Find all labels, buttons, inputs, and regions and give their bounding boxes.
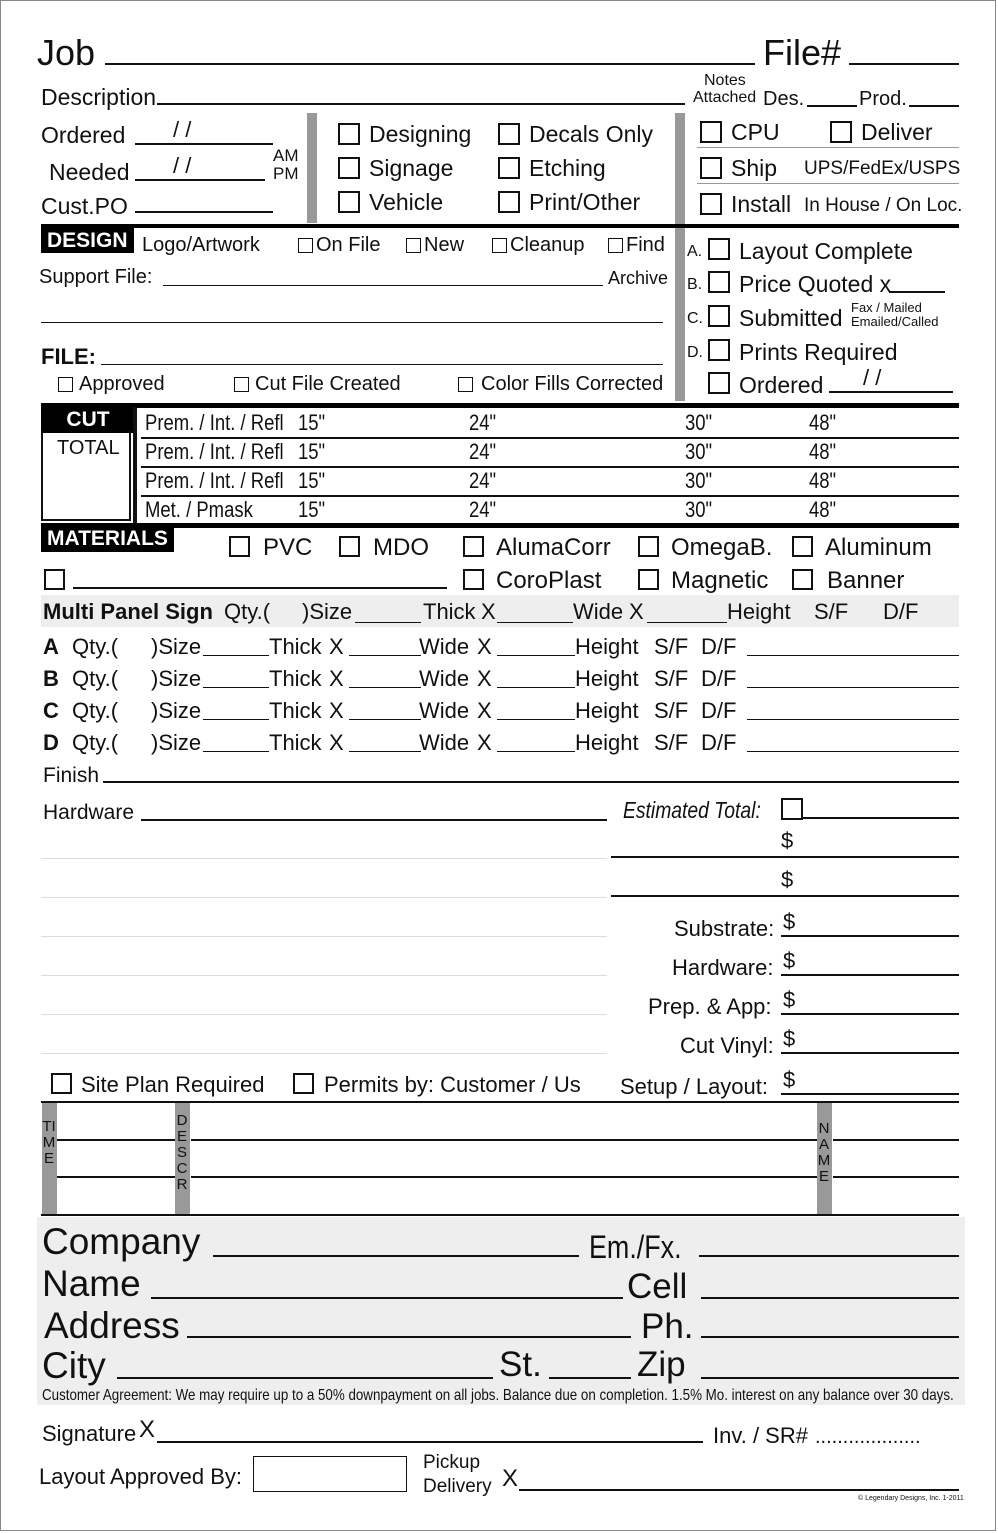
needed-date-slashes: / /: [173, 153, 192, 178]
panel-size-field[interactable]: [203, 655, 269, 656]
layout-complete-checkbox[interactable]: [708, 238, 730, 260]
pickup-label: Pickup: [423, 1452, 481, 1473]
hardware-line[interactable]: [41, 936, 607, 937]
cut-row-size-24: 24": [469, 410, 497, 435]
time-log-line[interactable]: [57, 1176, 175, 1178]
panel-thick-label: Thick: [269, 698, 322, 723]
panel-thick-label: Thick: [269, 634, 322, 659]
setup-layout-label: Setup / Layout:: [620, 1074, 768, 1099]
panel-row-letter: C: [43, 698, 59, 723]
support-file-label: Support File:: [39, 266, 153, 288]
needed-label: Needed: [49, 159, 130, 185]
magnetic-label: Magnetic: [671, 567, 769, 594]
estimated-total-field[interactable]: [801, 817, 959, 819]
panel-sf-label: S/F: [654, 730, 689, 755]
cell-label: Cell: [627, 1267, 688, 1306]
layout-approved-box[interactable]: [253, 1456, 407, 1492]
panel-thick-field[interactable]: [349, 655, 421, 656]
designing-label: Designing: [369, 121, 472, 147]
des-label: Des.: [763, 88, 805, 110]
mdo-label: MDO: [373, 534, 429, 561]
panel-x-label: X: [329, 666, 344, 691]
inv-sr-label: Inv. / SR#: [713, 1423, 808, 1448]
finish-label: Finish: [43, 764, 100, 787]
find-label: Find: [626, 234, 665, 256]
layout-approved-label: Layout Approved By:: [39, 1464, 243, 1489]
ship-checkbox[interactable]: [700, 157, 722, 179]
price-quoted-checkbox[interactable]: [708, 271, 730, 293]
hardware-cost-label: Hardware:: [672, 955, 774, 980]
approved-checkbox[interactable]: [58, 377, 73, 392]
multi-wide-field[interactable]: [647, 622, 727, 623]
setup-dollar: $: [783, 1067, 796, 1092]
panel-qty-label: Qty.(: [72, 698, 119, 723]
alumacorr-label: AlumaCorr: [496, 534, 611, 561]
multi-thick-field[interactable]: [497, 622, 573, 623]
cust-po-field[interactable]: [135, 211, 273, 213]
company-field[interactable]: [213, 1255, 579, 1257]
install-location: In House / On Loc.: [804, 195, 963, 216]
cut-row-size-15: 15": [298, 497, 326, 522]
panel-thick-field[interactable]: [349, 687, 421, 688]
name-log-line[interactable]: [833, 1176, 959, 1178]
needed-date-field[interactable]: [135, 179, 265, 181]
name-label: NAME: [817, 1120, 831, 1185]
cut-row-type: Prem. / Int. / Refl: [145, 468, 284, 493]
panel-notes-field[interactable]: [747, 751, 959, 752]
cut-row-size-15: 15": [298, 439, 326, 464]
cut-divider: [133, 407, 137, 523]
hardware-line[interactable]: [41, 897, 607, 898]
panel-thick-label: Thick: [269, 730, 322, 755]
panel-row-letter: A: [43, 634, 59, 659]
status-b-letter: B.: [687, 276, 703, 293]
ph-label: Ph.: [641, 1307, 694, 1346]
on-file-label: On File: [316, 234, 381, 256]
deliver-label: Deliver: [861, 119, 933, 145]
name-label: Name: [42, 1263, 141, 1304]
multi-panel-title: Multi Panel Sign: [43, 599, 213, 624]
em-fx-field[interactable]: [699, 1255, 959, 1257]
cpu-label: CPU: [731, 119, 780, 145]
estimated-total-label: Estimated Total:: [623, 797, 761, 823]
panel-x-label: X: [477, 730, 492, 755]
cut-file-created-label: Cut File Created: [255, 373, 401, 395]
panel-x-label: X: [329, 634, 344, 659]
copyright-text: © Legendary Designs, Inc. 1-2011: [858, 1495, 964, 1502]
panel-sf-label: S/F: [654, 634, 689, 659]
panel-notes-field[interactable]: [747, 687, 959, 688]
hardware-line[interactable]: [41, 858, 607, 859]
zip-label: Zip: [637, 1345, 686, 1384]
notes-label: Notes: [704, 72, 746, 89]
on-file-checkbox[interactable]: [298, 238, 313, 253]
hardware-line[interactable]: [41, 1053, 607, 1054]
cut-row-size-30: 30": [685, 410, 713, 435]
mdo-checkbox[interactable]: [339, 536, 360, 557]
panel-wide-label: Wide: [419, 730, 470, 755]
panel-x-label: X: [477, 634, 492, 659]
multi-x-label-2: X: [629, 599, 644, 624]
vehicle-label: Vehicle: [369, 189, 444, 215]
cut-vinyl-label: Cut Vinyl:: [680, 1033, 774, 1058]
pickup-delivery-signature-field[interactable]: [519, 1489, 959, 1491]
panel-wide-label: Wide: [419, 634, 470, 659]
coroplast-label: CoroPlast: [496, 567, 602, 594]
color-fills-corrected-checkbox[interactable]: [458, 377, 473, 392]
deliver-checkbox[interactable]: [830, 121, 852, 143]
panel-thick-label: Thick: [269, 666, 322, 691]
panel-x-label: X: [477, 666, 492, 691]
city-field[interactable]: [117, 1377, 493, 1379]
ordered-date-slashes: / /: [173, 117, 192, 142]
pickup-x: X: [502, 1465, 519, 1492]
new-checkbox[interactable]: [406, 238, 421, 253]
am-label: AM: [273, 146, 299, 165]
cut-row-size-30: 30": [685, 439, 713, 464]
panel-height-label: Height: [575, 730, 639, 755]
cut-row-size-15: 15": [298, 410, 326, 435]
ordered-status-date-field[interactable]: [829, 391, 953, 393]
cut-row-type: Met. / Pmask: [145, 497, 253, 522]
cut-vinyl-dollar: $: [783, 1026, 796, 1051]
banner-label: Banner: [827, 567, 905, 594]
cpu-checkbox[interactable]: [700, 121, 722, 143]
panel-sf-label: S/F: [654, 666, 689, 691]
alumacorr-checkbox[interactable]: [463, 536, 484, 557]
cut-row-size-48: 48": [809, 468, 837, 493]
print-other-label: Print/Other: [529, 189, 641, 215]
materials-header: MATERIALS: [41, 526, 174, 552]
signature-field[interactable]: [157, 1441, 703, 1443]
file-number-label: File#: [763, 32, 842, 73]
panel-height-label: Height: [575, 698, 639, 723]
ship-carriers: UPS/FedEx/USPS: [804, 158, 961, 179]
new-label: New: [424, 234, 465, 256]
state-label: St.: [499, 1345, 542, 1384]
banner-checkbox[interactable]: [792, 569, 813, 590]
decals-only-label: Decals Only: [529, 121, 653, 147]
address-field[interactable]: [187, 1336, 631, 1338]
prod-field[interactable]: [909, 105, 959, 107]
delivery-divider: [697, 147, 959, 148]
multi-x-label: X: [481, 599, 496, 624]
status-c-letter: C.: [687, 310, 703, 327]
substrate-field[interactable]: [781, 935, 959, 937]
signage-label: Signage: [369, 155, 454, 181]
job-field[interactable]: [105, 63, 755, 65]
panel-row-letter: B: [43, 666, 59, 691]
ordered-status-date-slashes: / /: [863, 365, 882, 390]
approved-label: Approved: [79, 373, 165, 395]
cut-row-size-48: 48": [809, 439, 837, 464]
price-quoted-label: Price Quoted x: [739, 271, 892, 297]
prep-dollar: $: [783, 987, 796, 1012]
permits-label: Permits by: Customer / Us: [324, 1072, 581, 1097]
panel-wide-label: Wide: [419, 666, 470, 691]
panel-size-label: )Size: [151, 730, 202, 755]
ph-field[interactable]: [701, 1336, 959, 1338]
panel-df-label: D/F: [701, 634, 737, 659]
time-label: TIME: [42, 1118, 56, 1167]
file-number-field[interactable]: [849, 63, 959, 65]
pvc-checkbox[interactable]: [229, 536, 250, 557]
print-other-checkbox[interactable]: [498, 191, 520, 213]
status-d-letter: D.: [687, 344, 703, 361]
estimate-dollar: $: [781, 867, 794, 892]
cut-file-created-checkbox[interactable]: [234, 377, 249, 392]
ordered-status-label: Ordered: [739, 372, 824, 398]
hardware-dollar: $: [783, 948, 796, 973]
status-a-letter: A.: [687, 243, 703, 260]
substrate-dollar: $: [783, 909, 796, 934]
divider-bar-right: [675, 113, 685, 401]
other-material-field[interactable]: [73, 587, 447, 589]
find-checkbox[interactable]: [608, 238, 623, 253]
etching-checkbox[interactable]: [498, 157, 520, 179]
divider-bar: [307, 113, 317, 223]
estimate-dollar: $: [781, 828, 794, 853]
panel-wide-field[interactable]: [497, 687, 575, 688]
cut-row-size-24: 24": [469, 497, 497, 522]
panel-x-label: X: [329, 730, 344, 755]
time-log-line[interactable]: [57, 1139, 175, 1141]
support-file-field[interactable]: [163, 285, 603, 286]
panel-df-label: D/F: [701, 666, 737, 691]
name-log-line[interactable]: [833, 1139, 959, 1141]
logo-artwork-label: Logo/Artwork: [142, 234, 260, 256]
vehicle-checkbox[interactable]: [338, 191, 360, 213]
multi-size-field[interactable]: [355, 622, 421, 623]
coroplast-checkbox[interactable]: [463, 569, 484, 590]
price-quoted-field[interactable]: [889, 291, 945, 293]
designing-checkbox[interactable]: [338, 123, 360, 145]
decals-only-checkbox[interactable]: [498, 123, 520, 145]
cell-field[interactable]: [701, 1297, 959, 1299]
site-plan-label: Site Plan Required: [81, 1072, 265, 1097]
signature-label: Signature: [42, 1421, 137, 1446]
signature-x: X: [139, 1416, 156, 1443]
panel-wide-field[interactable]: [497, 751, 575, 752]
panel-x-label: X: [477, 698, 492, 723]
aluminum-checkbox[interactable]: [792, 536, 813, 557]
panel-sf-label: S/F: [654, 698, 689, 723]
install-label: Install: [731, 191, 792, 217]
cut-row-size-48: 48": [809, 497, 837, 522]
ordered-date-field[interactable]: [135, 143, 273, 145]
address-label: Address: [44, 1305, 180, 1346]
pm-label: PM: [273, 164, 299, 183]
multi-thick-label: Thick: [423, 599, 476, 624]
setup-layout-field[interactable]: [781, 1093, 959, 1095]
cut-rule: [41, 403, 959, 408]
descr-label: DESCR: [176, 1112, 188, 1193]
state-field[interactable]: [549, 1377, 631, 1379]
pvc-label: PVC: [263, 534, 313, 561]
permits-checkbox[interactable]: [293, 1073, 314, 1094]
inv-sr-dots[interactable]: ...................: [815, 1426, 921, 1448]
cust-po-label: Cust.PO: [41, 193, 128, 219]
cut-row-size-24: 24": [469, 439, 497, 464]
hardware-cost-field[interactable]: [781, 974, 959, 976]
ordered-label: Ordered: [41, 122, 126, 148]
layout-complete-label: Layout Complete: [739, 238, 913, 264]
name-field[interactable]: [151, 1297, 623, 1299]
omegab-checkbox[interactable]: [638, 536, 659, 557]
cut-row-size-48: 48": [809, 410, 837, 435]
panel-notes-field[interactable]: [747, 719, 959, 720]
descr-log-line[interactable]: [191, 1176, 817, 1178]
ordered-checkbox[interactable]: [708, 372, 730, 394]
aluminum-label: Aluminum: [825, 534, 932, 561]
des-field[interactable]: [807, 105, 857, 107]
estimate-line[interactable]: [611, 856, 959, 858]
job-label: Job: [37, 32, 96, 73]
panel-qty-label: Qty.(: [72, 666, 119, 691]
cut-row-type: Prem. / Int. / Refl: [145, 439, 284, 464]
substrate-label: Substrate:: [674, 916, 775, 941]
panel-notes-field[interactable]: [747, 655, 959, 656]
multi-size-label: )Size: [302, 599, 353, 624]
section-rule: [41, 224, 959, 228]
customer-agreement: Customer Agreement: We may require up to a 50% downpayment on all jobs. Balance due on completion. 1.5% Mo. interest on any balance over 30 days.: [42, 1387, 954, 1404]
panel-size-field[interactable]: [203, 719, 269, 720]
signage-checkbox[interactable]: [338, 157, 360, 179]
description-field[interactable]: [157, 103, 685, 105]
prints-required-label: Prints Required: [739, 339, 898, 365]
panel-x-label: X: [329, 698, 344, 723]
attached-label: Attached: [693, 89, 757, 106]
hardware-line[interactable]: [41, 975, 607, 976]
panel-df-label: D/F: [701, 698, 737, 723]
cut-row-size-30: 30": [685, 468, 713, 493]
ship-label: Ship: [731, 155, 778, 181]
panel-height-label: Height: [575, 666, 639, 691]
panel-qty-label: Qty.(: [72, 634, 119, 659]
multi-qty-label: Qty.(: [224, 599, 271, 624]
finish-field[interactable]: [103, 781, 959, 783]
city-label: City: [42, 1345, 106, 1386]
cut-vinyl-field[interactable]: [781, 1052, 959, 1054]
submitted-label: Submitted: [739, 305, 843, 331]
hardware-line[interactable]: [41, 1014, 607, 1015]
delivery-label: Delivery: [423, 1476, 492, 1497]
panel-size-label: )Size: [151, 634, 202, 659]
submitted-checkbox[interactable]: [708, 305, 730, 327]
estimated-total-checkbox[interactable]: [781, 798, 803, 820]
multi-height-label: Height: [727, 599, 791, 624]
panel-size-field[interactable]: [203, 751, 269, 752]
panel-wide-label: Wide: [419, 698, 470, 723]
prints-required-checkbox[interactable]: [708, 339, 730, 361]
multi-df-label: D/F: [883, 599, 919, 624]
panel-size-label: )Size: [151, 698, 202, 723]
cut-row-line[interactable]: [141, 495, 959, 497]
delivery-divider: [697, 183, 959, 184]
description-label: Description: [41, 84, 157, 110]
emailed-called-label: Emailed/Called: [851, 314, 939, 329]
descr-log-line[interactable]: [191, 1139, 817, 1141]
file-field[interactable]: [101, 364, 663, 365]
cut-row-type: Prem. / Int. / Refl: [145, 410, 284, 435]
cut-total-label: TOTAL: [57, 437, 120, 459]
panel-size-label: )Size: [151, 666, 202, 691]
company-label: Company: [42, 1221, 201, 1262]
prep-app-field[interactable]: [781, 1013, 959, 1015]
hardware-field[interactable]: [141, 819, 607, 821]
site-plan-checkbox[interactable]: [51, 1073, 72, 1094]
magnetic-checkbox[interactable]: [638, 569, 659, 590]
omegab-label: OmegaB.: [671, 534, 773, 561]
panel-size-field[interactable]: [203, 687, 269, 688]
etching-label: Etching: [529, 155, 606, 181]
panel-wide-field[interactable]: [497, 655, 575, 656]
color-fills-corrected-label: Color Fills Corrected: [481, 373, 664, 395]
cut-header: CUT: [41, 407, 135, 433]
prep-app-label: Prep. & App:: [648, 994, 772, 1019]
materials-rule: [41, 523, 959, 528]
panel-thick-field[interactable]: [349, 719, 421, 720]
cut-row-size-15: 15": [298, 468, 326, 493]
panel-qty-label: Qty.(: [72, 730, 119, 755]
install-checkbox[interactable]: [700, 193, 722, 215]
cleanup-label: Cleanup: [510, 234, 585, 256]
other-material-checkbox[interactable]: [44, 569, 65, 590]
multi-sf-label: S/F: [814, 599, 849, 624]
fax-mailed-label: Fax / Mailed: [851, 300, 922, 315]
hardware-label: Hardware: [43, 801, 135, 824]
prod-label: Prod.: [859, 88, 907, 110]
panel-height-label: Height: [575, 634, 639, 659]
panel-thick-field[interactable]: [349, 751, 421, 752]
support-file-field-2[interactable]: [41, 322, 663, 323]
cleanup-checkbox[interactable]: [492, 238, 507, 253]
panel-row-letter: D: [43, 730, 59, 755]
archive-label: Archive: [608, 268, 669, 288]
cut-row-size-30: 30": [685, 497, 713, 522]
panel-df-label: D/F: [701, 730, 737, 755]
zip-field[interactable]: [701, 1377, 959, 1379]
cut-row-size-24: 24": [469, 468, 497, 493]
design-header: DESIGN: [41, 228, 134, 253]
time-log-bottom[interactable]: [41, 1214, 959, 1216]
panel-wide-field[interactable]: [497, 719, 575, 720]
multi-wide-label: Wide: [573, 599, 624, 624]
em-fx-label: Em./Fx.: [589, 1229, 682, 1265]
file-label: FILE:: [41, 344, 96, 369]
estimate-line[interactable]: [611, 895, 959, 897]
